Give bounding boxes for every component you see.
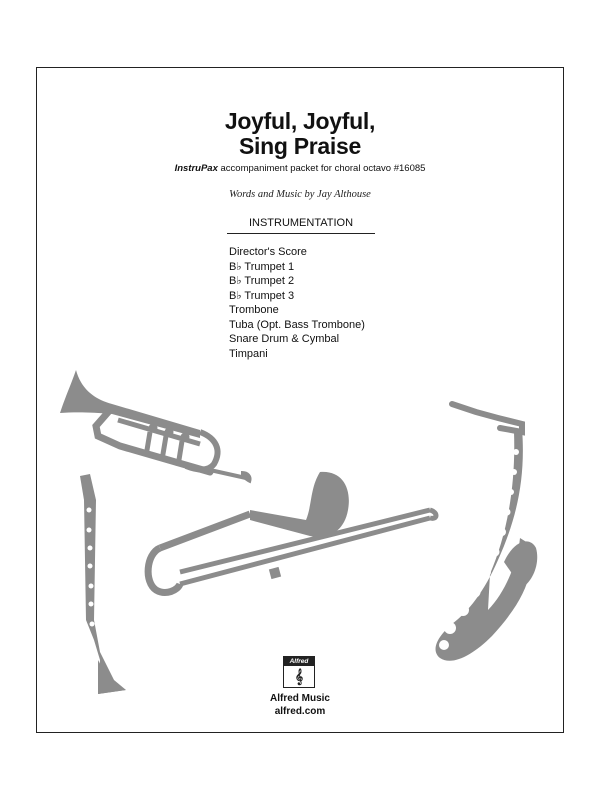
instrument-item: B♭ Trumpet 3	[229, 289, 295, 302]
composer-credit: Words and Music by Jay Althouse	[229, 189, 371, 200]
title-line-2: Sing Praise	[239, 133, 361, 159]
subtitle-brand: InstruPax	[174, 163, 218, 174]
instrument-item: B♭ Trumpet 2	[229, 275, 295, 287]
trombone-icon	[148, 472, 436, 593]
trumpet-icon	[60, 370, 251, 482]
publisher-name: Alfred Music	[269, 693, 330, 704]
instrument-item: Trombone	[229, 304, 279, 316]
instrument-item: Snare Drum & Cymbal	[229, 333, 340, 345]
logo-emblem: 𝄞	[294, 668, 304, 684]
saxophone-icon	[436, 404, 538, 661]
clarinet-icon	[80, 474, 126, 694]
instrument-item: Timpani	[229, 347, 268, 360]
instrument-item: Tuba (Opt. Bass Trombone)	[229, 318, 365, 331]
instrumentation-heading: INSTRUMENTATION	[227, 217, 375, 234]
instrument-item: Director's Score	[229, 246, 307, 258]
title-line-1: Joyful, Joyful,	[224, 108, 376, 134]
alfred-logo	[283, 656, 315, 688]
logo-wordmark: Alfred	[284, 657, 314, 666]
subtitle-description: accompaniment packet for choral octavo #16085	[220, 163, 426, 174]
publisher-website[interactable]: alfred.com	[274, 706, 326, 717]
instrument-item: B♭ Trumpet 1	[229, 260, 295, 273]
